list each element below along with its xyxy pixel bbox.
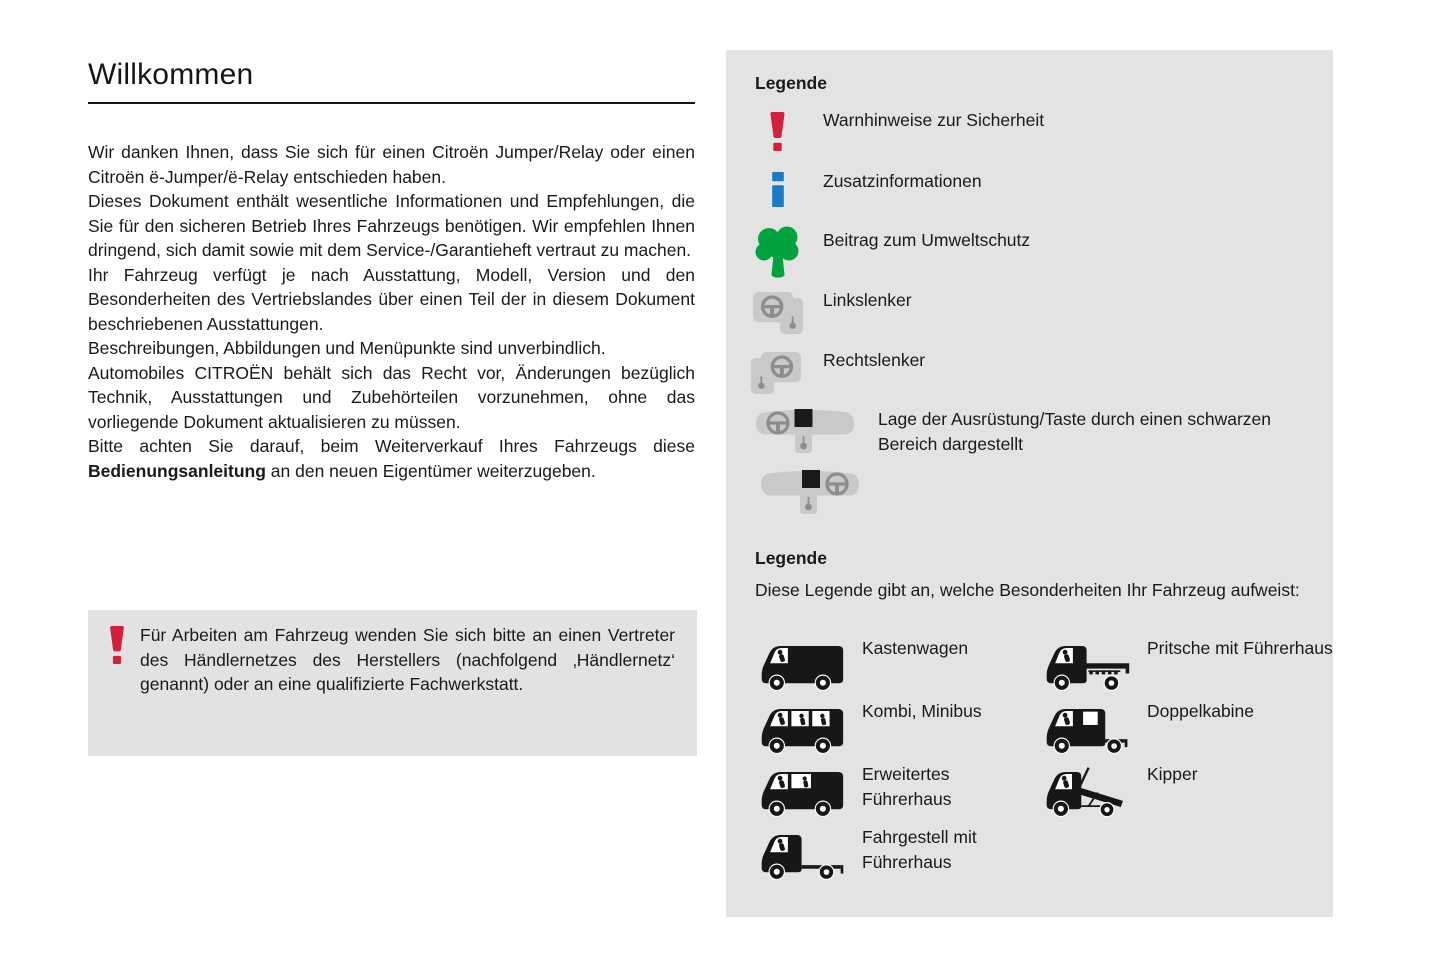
left-hand-drive-icon (752, 290, 804, 340)
equipment-location-dashboard-right-icon (760, 467, 860, 524)
grid-empty-cell (1135, 825, 1333, 888)
vehicle-label: Kombi, Minibus (862, 701, 982, 721)
vehicle-legend-title: Legende (755, 548, 827, 568)
double-cab-icon (1040, 699, 1135, 762)
vehicle-label: Kipper (1147, 764, 1198, 784)
vehicle-label: Kastenwagen (862, 638, 969, 658)
welcome-paragraph-final (88, 434, 695, 483)
welcome-paragraph: Ihr Fahrzeug verfügt je nach Ausstattung, Modell, Version und den Besonderheiten des Vertriebslandes über einen Teil der in diesem Dokument beschriebenen Ausstattungen. (88, 264, 695, 334)
vehicle-label: Doppelkabine (1147, 701, 1255, 721)
page-title: Willkommen (88, 58, 254, 91)
final-paragraph-prefix: Bitte achten Sie darauf, beim Weiterverkauf Ihres Fahrzeugs diese (88, 436, 695, 456)
vehicle-label: Pritsche mit Führerhaus (1147, 638, 1333, 658)
warning-exclamation-icon (768, 112, 787, 156)
legend-symbol-label: Rechtslenker (823, 350, 926, 370)
legend-symbol-label: Warnhinweise zur Sicherheit (823, 110, 1045, 130)
tree-icon (755, 226, 801, 288)
chassis-cab-icon (755, 825, 850, 888)
legend-symbol-label: Lage der Ausrüstung/Taste durch einen schwarzen Bereich dargestellt (878, 409, 1272, 454)
panel-van-icon (755, 636, 850, 699)
extended-cab-icon (755, 762, 850, 825)
minibus-icon (755, 699, 850, 762)
vehicle-legend-subtitle: Diese Legende gibt an, welche Besonderheiten Ihr Fahrzeug aufweist: (755, 580, 1300, 600)
welcome-section (88, 57, 695, 483)
equipment-location-dashboard-left-icon (755, 406, 855, 463)
info-icon (771, 172, 785, 212)
title-underline (88, 102, 695, 104)
right-hand-drive-icon (750, 350, 802, 400)
vehicle-label: Erweitertes Führerhaus (862, 764, 952, 809)
welcome-paragraph: Automobiles CITROËN behält sich das Recht vor, Änderungen bezüglich Technik, Ausstattungen und Zubehörteilen vorzunehmen, ohne das vorliegende Dokument aktualisieren zu müssen. (88, 362, 695, 432)
legend-symbol-label: Beitrag zum Umweltschutz (823, 230, 1031, 250)
flatbed-cab-icon (1040, 636, 1135, 699)
tipper-icon (1040, 762, 1135, 825)
legend-symbol-label: Zusatzinformationen (823, 171, 982, 191)
final-paragraph-suffix: an den neuen Eigentümer weiterzugeben. (265, 460, 596, 481)
welcome-paragraph: Wir danken Ihnen, dass Sie sich für einen Citroën Jumper/Relay oder einen Citroën ë-Jumper/ë-Relay entschieden haben. (88, 142, 695, 187)
vehicle-label: Fahrgestell mit Führerhaus (862, 827, 977, 872)
warning-exclamation-icon (108, 626, 126, 756)
grid-empty-cell (1040, 825, 1135, 888)
legend-panel (726, 50, 1333, 917)
legend-title: Legende (755, 73, 827, 93)
vehicle-legend-grid (755, 636, 1333, 888)
dealer-warning-box (88, 610, 697, 756)
legend-symbol-label: Linkslenker (823, 290, 912, 310)
dealer-warning-text: Für Arbeiten am Fahrzeug wenden Sie sich bitte an einen Vertreter des Händlernetzes des Herstellers (nachfolgend ‚Händlernetz‘ genannt) oder an eine qualifizierte Fachwerkstatt. (140, 625, 675, 694)
welcome-paragraph: Dieses Dokument enthält wesentliche Informationen und Empfehlungen, die Sie für den sicheren Betrieb Ihres Fahrzeugs benötigen. Wir empfehlen Ihnen dringend, sich damit sowie mit dem Service-/Garantieheft vertraut zu machen. (88, 191, 695, 260)
final-paragraph-bold: Bedienungsanleitung (88, 460, 266, 481)
welcome-paragraph: Beschreibungen, Abbildungen und Menüpunkte sind unverbindlich. (88, 338, 606, 358)
